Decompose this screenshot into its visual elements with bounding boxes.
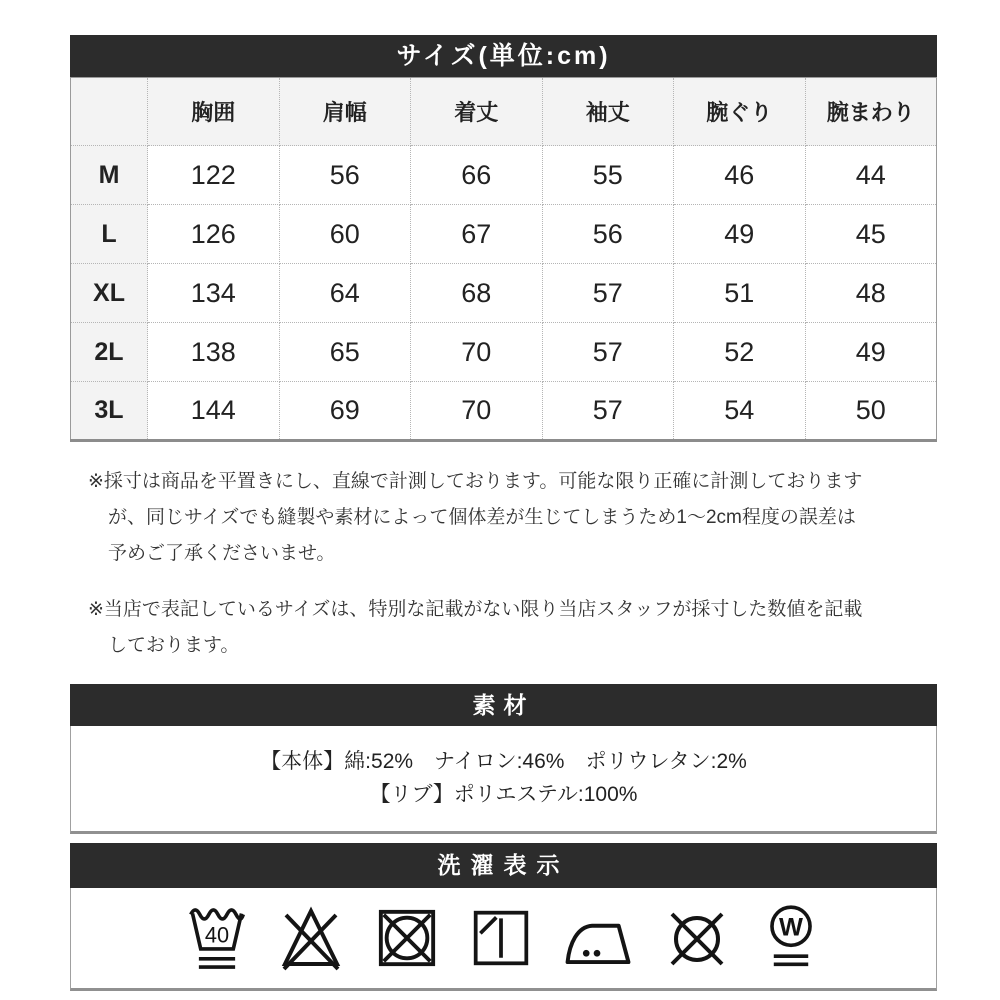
- material-line: 【本体】綿:52% ナイロン:46% ポリウレタン:2%: [260, 750, 747, 773]
- size-label: XL: [71, 264, 148, 323]
- svg-text:W: W: [778, 913, 803, 942]
- measurement-value: 57: [542, 264, 674, 323]
- do-not-bleach-icon: [279, 902, 343, 974]
- size-table-body: [71, 146, 937, 441]
- measurement-value: 49: [805, 323, 937, 382]
- measurement-value: 65: [279, 323, 411, 382]
- column-header-3: 袖丈: [542, 78, 674, 146]
- column-header-1: 肩幅: [279, 78, 411, 146]
- measurement-value: 67: [411, 205, 543, 264]
- do-not-tumble-dry-icon: [376, 907, 438, 969]
- measurement-value: 46: [674, 146, 806, 205]
- measurement-value: 56: [279, 146, 411, 205]
- material-line: 【リブ】ポリエステル:100%: [369, 783, 638, 806]
- size-table-head: [71, 78, 937, 146]
- column-header-4: 腕ぐり: [674, 78, 806, 146]
- size-chart-page: [70, 35, 937, 991]
- measurement-notes: [88, 464, 863, 664]
- measurement-value: 60: [279, 205, 411, 264]
- measurement-value: 50: [805, 382, 937, 441]
- measurement-value: 68: [411, 264, 543, 323]
- corner-cell: [71, 78, 148, 146]
- material-section-title: 素材: [70, 684, 937, 726]
- measurement-value: 144: [148, 382, 280, 441]
- size-table: [70, 77, 937, 442]
- size-label: 2L: [71, 323, 148, 382]
- laundry-section: [70, 843, 937, 991]
- note-text: ※当店で表記しているサイズは、特別な記載がない限り当店スタッフが採寸した数値を記載しております。: [88, 599, 863, 656]
- measurement-value: 64: [279, 264, 411, 323]
- size-label: M: [71, 146, 148, 205]
- measurement-value: 45: [805, 205, 937, 264]
- table-row: [71, 382, 937, 441]
- laundry-section-title: 洗濯表示: [70, 843, 937, 888]
- wet-clean-very-gentle-icon: [762, 902, 820, 974]
- column-header-5: 腕まわり: [805, 78, 937, 146]
- measurement-value: 55: [542, 146, 674, 205]
- measurement-value: 69: [279, 382, 411, 441]
- measurement-value: 126: [148, 205, 280, 264]
- table-row: [71, 264, 937, 323]
- laundry-symbols-row: [70, 888, 937, 991]
- measurement-value: 138: [148, 323, 280, 382]
- measurement-value: 66: [411, 146, 543, 205]
- machine-wash-40-very-gentle-icon: [188, 900, 246, 976]
- measurement-value: 57: [542, 323, 674, 382]
- material-section: [70, 684, 937, 834]
- measurement-value: 52: [674, 323, 806, 382]
- table-row: [71, 323, 937, 382]
- material-description: [70, 726, 937, 834]
- svg-text:40: 40: [204, 922, 229, 948]
- measurement-value: 70: [411, 323, 543, 382]
- column-header-0: 胸囲: [148, 78, 280, 146]
- line-dry-in-shade-icon: [471, 908, 531, 968]
- table-row: [71, 146, 937, 205]
- note-text: ※採寸は商品を平置きにし、直線で計測しております。可能な限り正確に計測しておりますが、同じサイズでも縫製や素材によって個体差が生じてしまうため1〜2cm程度の誤差は予めご了承くださいませ。: [88, 471, 863, 564]
- size-label: 3L: [71, 382, 148, 441]
- measurement-value: 51: [674, 264, 806, 323]
- measurement-value: 122: [148, 146, 280, 205]
- measurement-value: 48: [805, 264, 937, 323]
- measurement-value: 44: [805, 146, 937, 205]
- iron-medium-icon: [564, 911, 632, 966]
- measurement-value: 134: [148, 264, 280, 323]
- measurement-value: 49: [674, 205, 806, 264]
- table-row: [71, 205, 937, 264]
- measurement-value: 54: [674, 382, 806, 441]
- measurement-value: 57: [542, 382, 674, 441]
- measurement-value: 56: [542, 205, 674, 264]
- size-section-title: サイズ(単位:cm): [70, 35, 937, 77]
- size-table-header-row: [71, 78, 937, 146]
- size-label: L: [71, 205, 148, 264]
- do-not-dry-clean-icon: [665, 906, 729, 970]
- column-header-2: 着丈: [411, 78, 543, 146]
- measurement-value: 70: [411, 382, 543, 441]
